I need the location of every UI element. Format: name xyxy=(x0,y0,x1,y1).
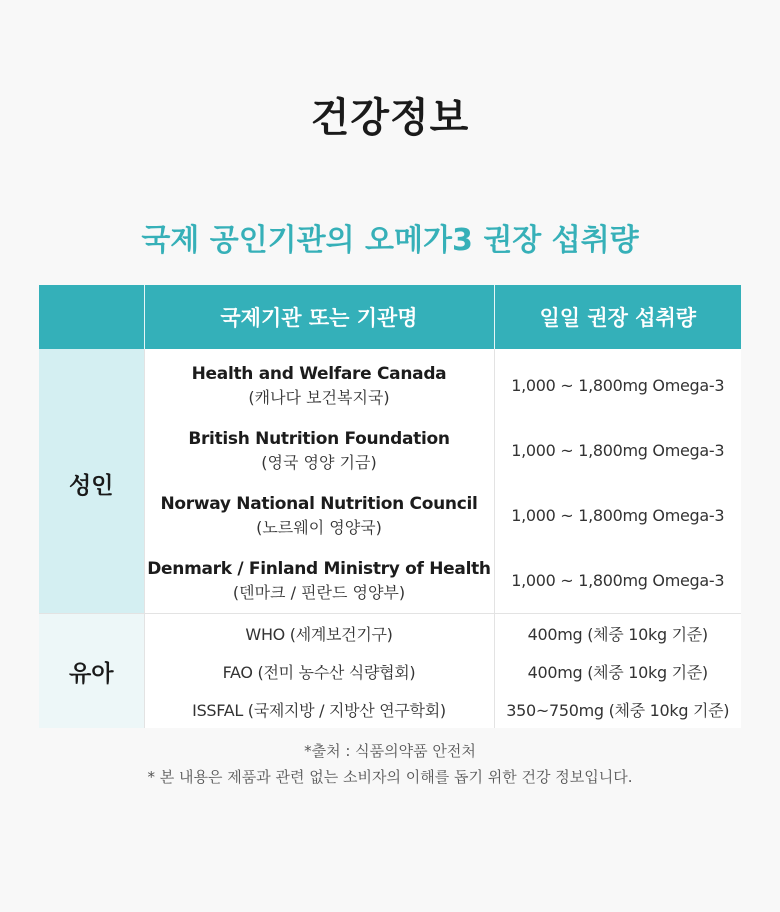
table-row xyxy=(39,690,741,728)
table-row xyxy=(39,483,741,548)
table-row xyxy=(39,548,741,614)
organization-name: Denmark / Finland Ministry of Health xyxy=(147,558,491,579)
intake-value: 400mg (체중 10kg 기준) xyxy=(494,652,741,690)
table-row xyxy=(39,652,741,690)
disclaimer-footnote: * 본 내용은 제품과 관련 없는 소비자의 이해를 돕기 위한 건강 정보입니다. xyxy=(147,768,633,786)
organization-name: WHO (세계보건기구) xyxy=(144,614,494,653)
organization-korean-name: (캐나다 보건복지국) xyxy=(248,387,390,407)
intake-value: 1,000 ~ 1,800mg Omega-3 xyxy=(494,418,741,483)
header-group xyxy=(39,285,144,349)
table-row xyxy=(39,418,741,483)
intake-value: 1,000 ~ 1,800mg Omega-3 xyxy=(494,349,741,418)
group-label-adult: 성인 xyxy=(39,349,144,614)
omega-intake-table xyxy=(39,285,741,728)
organization-name: ISSFAL (국제지방 / 지방산 연구학회) xyxy=(144,690,494,728)
source-footnote: *출처 : 식품의약품 안전처 xyxy=(304,742,476,760)
organization-name: Norway National Nutrition Council xyxy=(160,493,478,514)
table-header-row xyxy=(39,285,741,349)
organization-cell xyxy=(144,548,494,614)
organization-name: FAO (전미 농수산 식량협회) xyxy=(144,652,494,690)
intake-value: 1,000 ~ 1,800mg Omega-3 xyxy=(494,483,741,548)
intake-value: 350~750mg (체중 10kg 기준) xyxy=(494,690,741,728)
organization-korean-name: (영국 영양 기금) xyxy=(261,452,377,472)
organization-cell xyxy=(144,418,494,483)
organization-name: Health and Welfare Canada xyxy=(191,363,447,384)
organization-korean-name: (덴마크 / 핀란드 영양부) xyxy=(232,582,406,602)
intake-value: 1,000 ~ 1,800mg Omega-3 xyxy=(494,548,741,614)
organization-korean-name: (노르웨이 영양국) xyxy=(256,517,382,537)
section-title: 국제 공인기관의 오메가3 권장 섭취량 xyxy=(141,223,639,258)
intake-value: 400mg (체중 10kg 기준) xyxy=(494,614,741,653)
organization-cell xyxy=(144,483,494,548)
group-label-child: 유아 xyxy=(39,614,144,729)
organization-name: British Nutrition Foundation xyxy=(188,428,450,449)
header-daily-intake: 일일 권장 섭취량 xyxy=(494,285,741,349)
table-row xyxy=(39,614,741,653)
organization-cell xyxy=(144,349,494,418)
page-title: 건강정보 xyxy=(310,95,470,141)
header-organization: 국제기관 또는 기관명 xyxy=(144,285,494,349)
table-row xyxy=(39,349,741,418)
